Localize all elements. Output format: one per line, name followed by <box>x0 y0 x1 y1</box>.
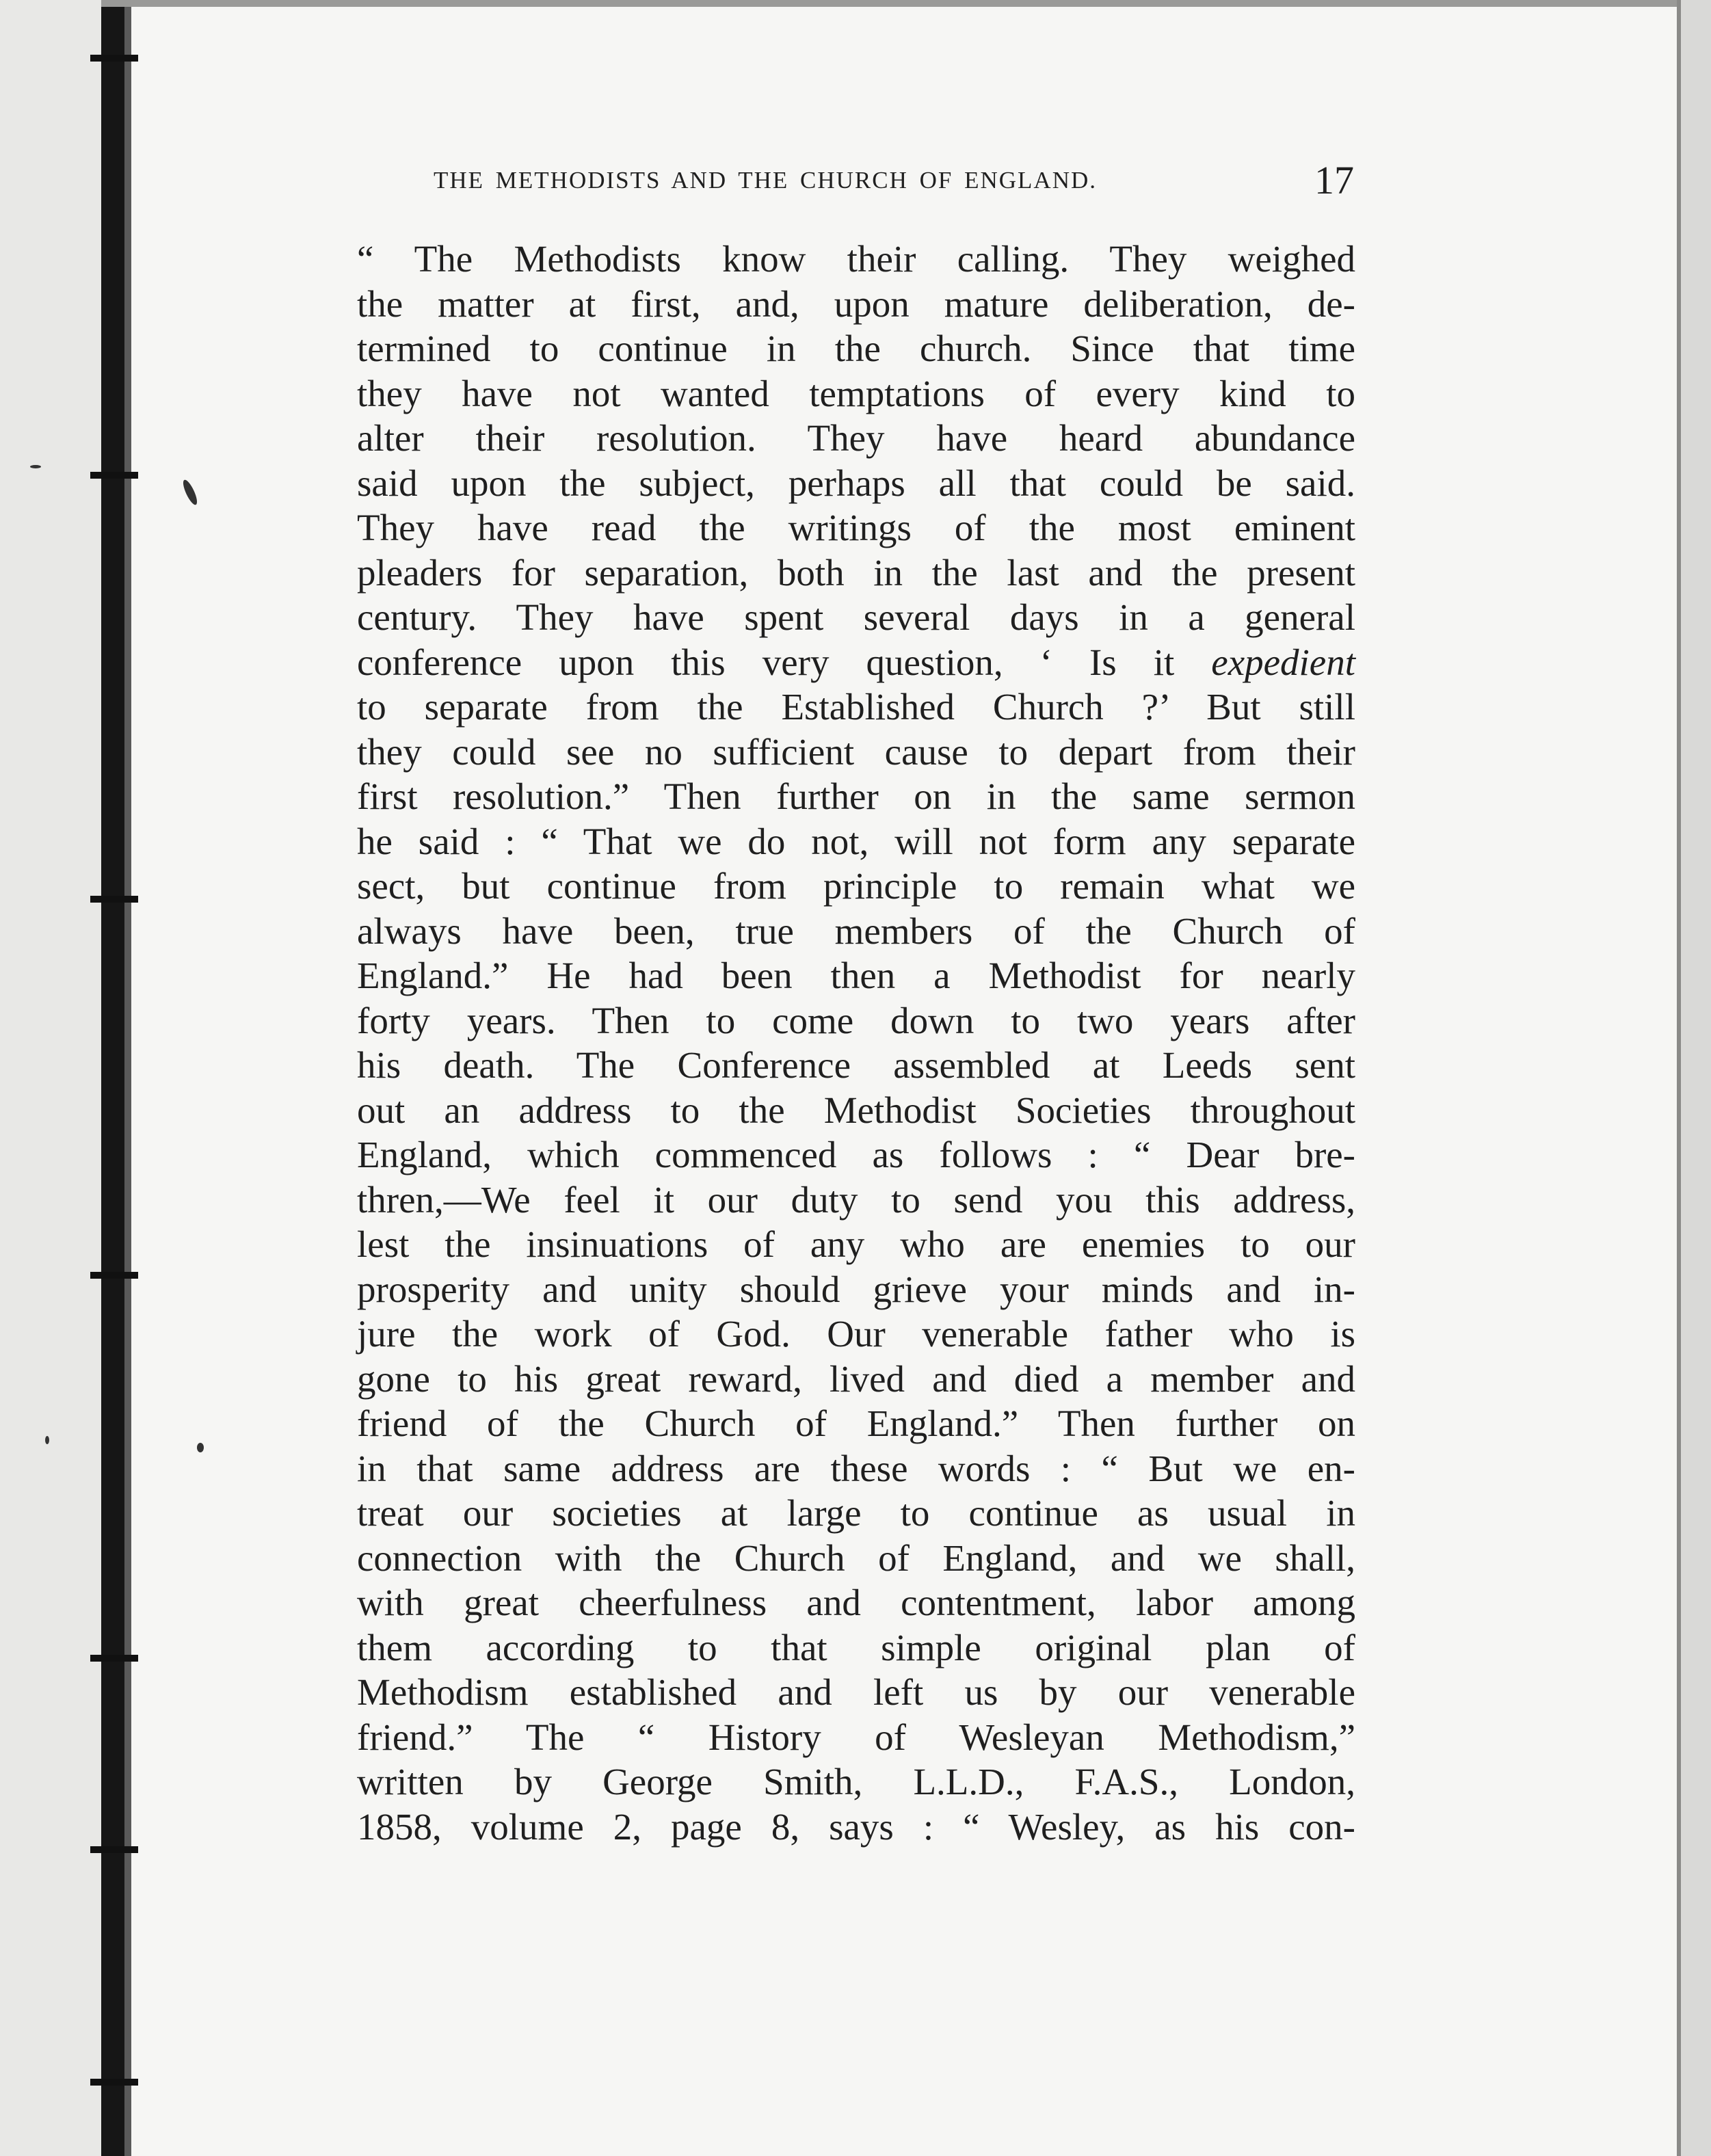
text-line: “ The Methodists know their calling. They weighed <box>357 238 1355 280</box>
binding-stitch <box>90 55 138 62</box>
text-line: They have read the writings of the most eminent <box>357 507 1355 548</box>
binding-stitch <box>90 2079 138 2086</box>
binding-stitch <box>90 1272 138 1279</box>
print-speck <box>45 1436 49 1444</box>
text-line: prosperity and unity should grieve your minds and in- <box>357 1268 1355 1310</box>
page-header <box>434 158 1354 209</box>
page-right-edge <box>1681 0 1711 2156</box>
text-line: gone to his great reward, lived and died a member and <box>357 1357 1355 1400</box>
text-line: they could see no sufficient cause to depart from their <box>357 730 1355 773</box>
text-line: friend of the Church of England.” Then further on <box>357 1402 1355 1444</box>
text-line: his death. The Conference assembled at Leeds sent <box>357 1044 1355 1086</box>
text-line-with-italic <box>357 640 1355 685</box>
text-segment: conference upon this very question, ‘ Is it <box>357 641 1212 683</box>
text-line: they have not wanted temptations of every kind to <box>357 372 1355 414</box>
text-line: termined to continue in the church. Since that time <box>357 328 1355 369</box>
text-line: treat our societies at large to continue as usual in <box>357 1492 1355 1534</box>
binding-stitch <box>90 1655 138 1662</box>
text-line: the matter at first, and, upon mature deliberation, de- <box>357 282 1355 325</box>
binding-spine-edge <box>124 0 131 2156</box>
text-line: he said : “ That we do not, will not form any separate <box>357 820 1355 862</box>
text-line: with great cheerfulness and contentment, labor among <box>357 1582 1355 1623</box>
binding-stitch <box>90 896 138 903</box>
text-line: lest the insinuations of any who are enemies to our <box>357 1223 1355 1265</box>
text-line: to separate from the Established Church ?’ But still <box>357 686 1355 728</box>
page-top-edge <box>101 0 1681 7</box>
body-text <box>357 237 1355 1849</box>
text-line: alter their resolution. They have heard abundance <box>357 417 1355 459</box>
text-line: connection with the Church of England, and we shall, <box>357 1536 1355 1579</box>
text-line: Methodism established and left us by our venerable <box>357 1671 1355 1713</box>
text-line: always have been, true members of the Church of <box>357 909 1355 952</box>
text-line: 1858, volume 2, page 8, says : “ Wesley, as his con- <box>357 1805 1355 1848</box>
text-line: century. They have spent several days in a general <box>357 596 1355 638</box>
text-line: said upon the subject, perhaps all that could be said. <box>357 462 1355 504</box>
text-line: jure the work of God. Our venerable father who is <box>357 1313 1355 1355</box>
text-line: England, which commenced as follows : “ Dear bre- <box>357 1134 1355 1175</box>
text-line: thren,—We feel it our duty to send you this address, <box>357 1178 1355 1221</box>
print-speck <box>181 478 200 506</box>
text-line: sect, but continue from principle to remain what we <box>357 865 1355 907</box>
gutter-shadow <box>0 0 101 2156</box>
print-speck <box>197 1443 204 1452</box>
binding-spine <box>101 0 126 2156</box>
text-line: England.” He had been then a Methodist for nearly <box>357 955 1355 996</box>
text-line: forty years. Then to come down to two years after <box>357 999 1355 1041</box>
page-number: 17 <box>1314 158 1354 202</box>
text-line: first resolution.” Then further on in the same sermon <box>357 775 1355 817</box>
text-line: pleaders for separation, both in the last and the present <box>357 551 1355 594</box>
italic-word: expedient <box>1211 641 1355 683</box>
running-title: THE METHODISTS AND THE CHURCH OF ENGLAND. <box>434 167 1097 194</box>
binding-stitch <box>90 472 138 479</box>
text-line: them according to that simple original plan of <box>357 1626 1355 1668</box>
print-speck <box>30 465 41 468</box>
text-line: out an address to the Methodist Societies throughout <box>357 1089 1355 1131</box>
text-line: written by George Smith, L.L.D., F.A.S., London, <box>357 1761 1355 1802</box>
text-line: friend.” The “ History of Wesleyan Methodism,” <box>357 1716 1355 1758</box>
binding-stitch <box>90 1846 138 1853</box>
text-line: in that same address are these words : “ But we en- <box>357 1447 1355 1489</box>
